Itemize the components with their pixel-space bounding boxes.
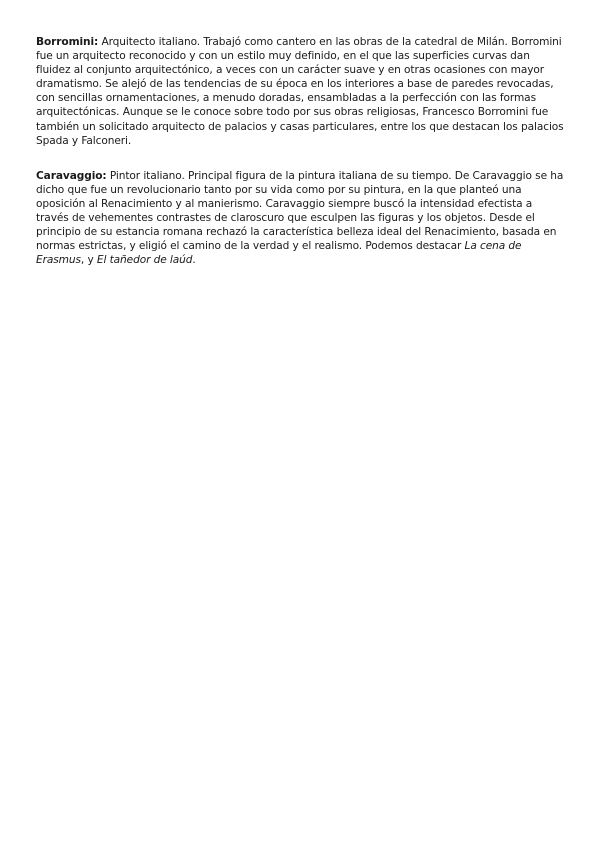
entry-borromini — [36, 35, 564, 148]
entry-text: Pintor italiano. Principal figura de la pintura italiana de su tiempo. De Caravaggio se ha dicho que fue un revolucionario tanto por su vida como por su pintura, en la que planteó una oposición al Renacimiento y al manierismo. Caravaggio siempre buscó la intensidad efectista a través de vehementes contrastes de claroscuro que esculpen las figuras y los objetos. Desde el principio de su estancia romana rechazó la característica belleza ideal del Renacimiento, basada en normas estrictas, y eligió el camino de la verdad y el realismo. Podemos destacar — [36, 169, 564, 253]
entry-text-separator: , y — [80, 254, 97, 267]
document-page — [36, 35, 564, 267]
entry-text: Arquitecto italiano. Trabajó como cantero en las obras de la catedral de Milán. Borromini fue un arquitecto reconocido y con un estilo muy definido, en el que las superficies curvas dan fluidez al conjunto arquitectónico, a veces con un carácter suave y en otras ocasiones con mayor dramatismo. Se alejó de las tendencias de su época en los interiores a base de paredes revocadas, con sencillas ornamentaciones, a menudo doradas, ensambladas a la perfección con las formas arquitectónicas. Aunque se le conoce sobre todo por sus obras religiosas, Francesco Borromini fue también un solicitado arquitecto de palacios y casas particulares, entre los que destacan los palacios Spada y Falconeri. — [36, 36, 564, 147]
entry-text-end: . — [192, 254, 196, 267]
entry-caravaggio — [36, 169, 564, 268]
artwork-title: El tañedor de laúd — [96, 254, 193, 267]
entry-term: Borromini: — [36, 36, 99, 48]
entry-term: Caravaggio: — [36, 169, 107, 182]
artwork-title: La cena de Erasmus — [36, 240, 522, 267]
